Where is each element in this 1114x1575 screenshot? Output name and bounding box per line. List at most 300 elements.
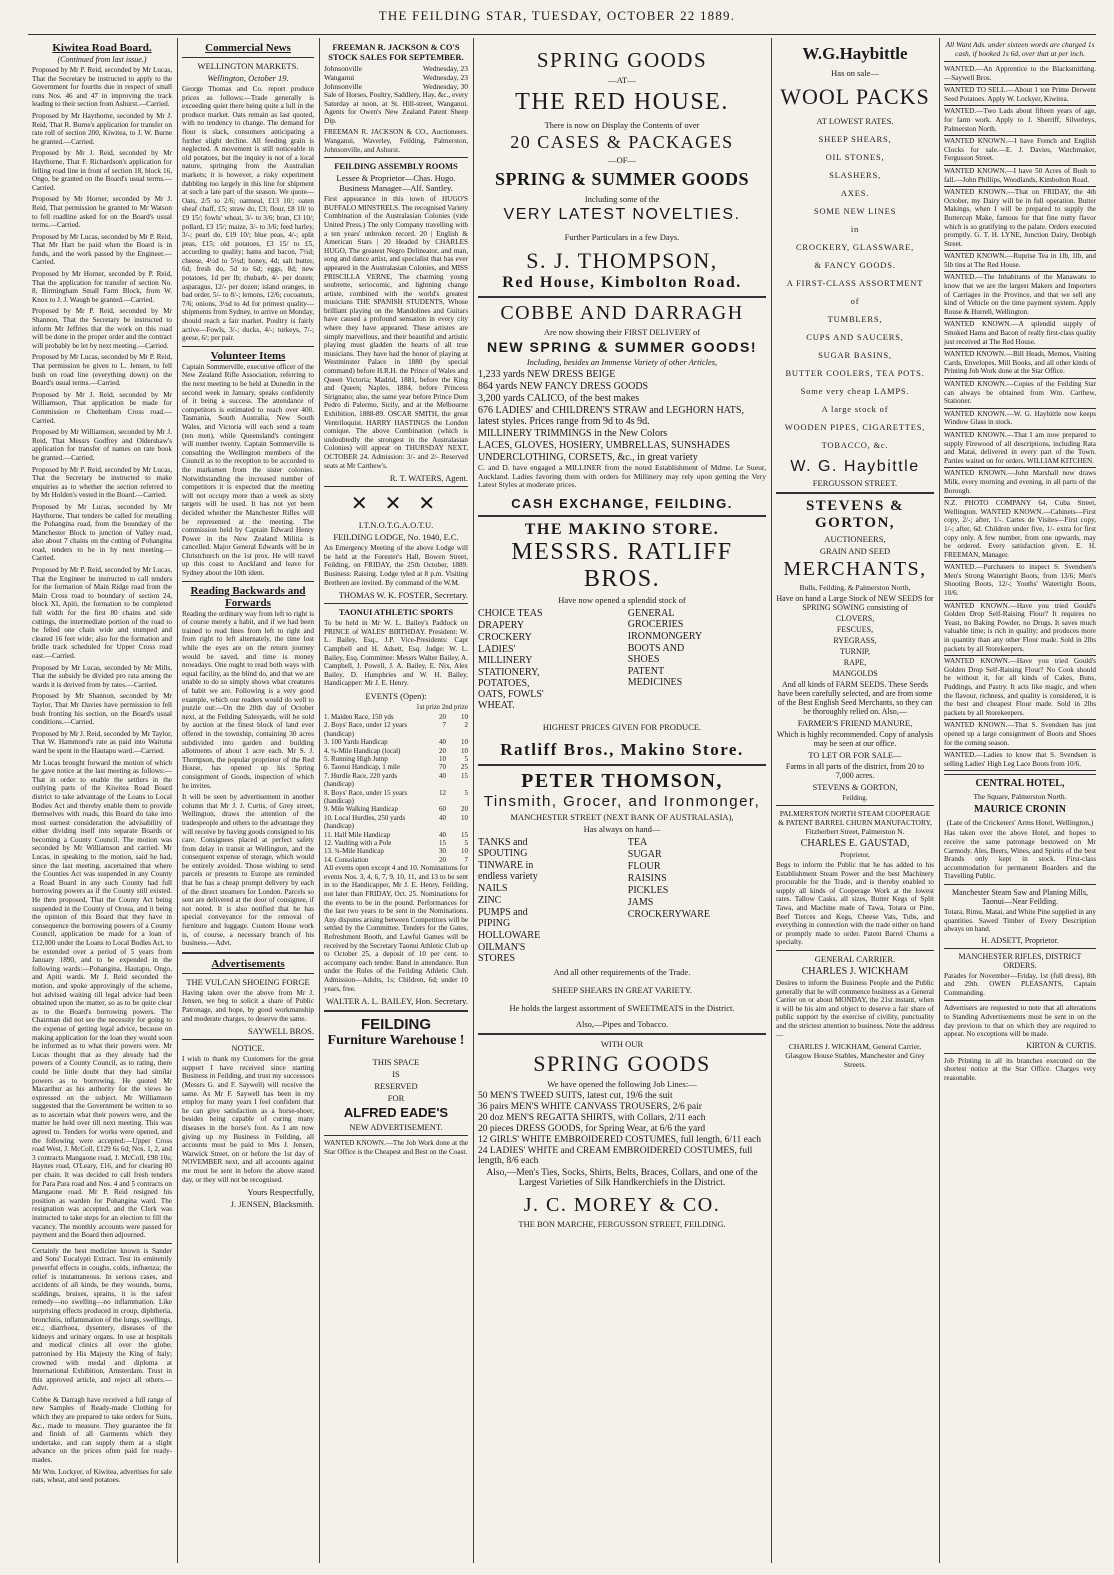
article-paragraph: Proposed by Mr P. Reid, seconded by Mr Lucas, That the Secretary be instructed to apply to the Government for fourths due in respect of small runs Nos. 46 and 47 in improving the track leading to their section from Ashurst.—Carried. xyxy=(32,66,172,109)
advert-text: All events open except 4 and 10. Nominations for events Nos. 3, 4, 6, 7, 9, 10, 11, and 13 to be sent in to the Handicapper, Mr J. E. Henry, Feilding, not later than FRIDAY, Oct. 25. Nominations for the events to be in the pound. Performances for the last two years to be sent in the Nominations. Any disputes arising between Competitors will be settled by the Committee. Tenders for the Gates, Refreshment Booth, and Lawful Games will be received by the Secretary Taonui Athletic Club up to October 25, a deposit of 10 per cent. to accompany each tender. Band in attendance. Run under the Rules of the Feilding Athletic Club. Admission—Adults, 1s; Children, 6d; under 10 years, free. xyxy=(324,864,468,993)
want-ad: WANTED KNOWN.—Ruprise Tea in 1lb, 1lb, and 5lb tins at The Red House. xyxy=(944,252,1096,269)
want-ad: WANTED KNOWN.—Copies of the Feilding Star can always be obtained from Wm. Carthew, Stationer. xyxy=(944,380,1096,406)
list-item: GENERAL GROCERIES xyxy=(627,607,684,630)
event-first-prize: 20 xyxy=(439,712,446,721)
advert-text: —OF— xyxy=(608,155,636,165)
want-ad: WANTED KNOWN.—W. G. Haybittle now keeps Window Glass in stock. xyxy=(944,409,1096,427)
column-6 xyxy=(940,38,1100,1563)
event-second-prize: 10 xyxy=(461,746,468,755)
sales-place: Johnsonville xyxy=(324,82,362,91)
event-second-prize: 10 xyxy=(461,813,468,822)
article-paragraph: Proposed by Mr Williamson, seconded by Mr J. Reid, That Messrs Godfrey and Oldershaw's application for transfer of names on rate book be granted.—Carried. xyxy=(32,428,172,462)
event-second-prize: 5 xyxy=(464,788,468,797)
divider xyxy=(944,774,1096,775)
list-item: RAISINS xyxy=(627,872,667,884)
divider xyxy=(944,408,1096,409)
list-item: TINWARE in endless variety xyxy=(478,859,538,882)
event-first-prize: 40 xyxy=(439,771,446,780)
masonic-symbols-icon: ✕ ✕ ✕ xyxy=(350,493,442,516)
divider xyxy=(944,348,1096,349)
advert-text: (Late of the Cricketers' Arms Hotel, Wellington,) xyxy=(946,818,1094,828)
list-item: AXES. xyxy=(840,188,870,198)
event-name: 4. ¼-Mile Handicap (local) xyxy=(324,746,401,755)
list-item: IRONMONGERY xyxy=(627,630,703,642)
list-item: 24 LADIES' WHITE and CREAM EMBROIDERED COSTUMES, full length, 8/6 each xyxy=(478,1145,753,1166)
advert-subheading: Lessee & Proprietor—Chas. Hugo. Business Manager—Alf. Santley. xyxy=(336,173,456,194)
advert-heading: ALFRED EADE'S xyxy=(343,1105,449,1121)
want-ad: N.Z. PHOTO COMPANY 64, Cuba Street, Wellington. WANTED KNOWN.—Cabinets—First copy, 2/-; after, 1/-. Cartes de Visites—First copy, 1/-; after, 6d. Children under five, 1/- extra for first copy only. A few number, from one upwards, may be ordered. Every satisfaction given. E. H. FREEMAN, Manager. xyxy=(944,499,1096,559)
event-second-prize: 25 xyxy=(461,763,468,772)
advert-text: Has on sale— xyxy=(831,68,879,78)
advert-signature: STEVENS & GORTON, xyxy=(812,782,898,792)
masthead-title: THE FEILDING STAR, TUESDAY, OCTOBER 22 1889. xyxy=(378,8,736,23)
article-subtitle: (Continued from last issue.) xyxy=(57,55,147,64)
item-list xyxy=(776,134,934,450)
advert-heading: Manchester Steam Saw and Planing Mills, Taonui—Near Feilding. xyxy=(952,887,1088,906)
advert-heading: NEW SPRING & SUMMER GOODS! xyxy=(486,339,757,355)
advert-heading: CHARLES E. GAUSTAD, xyxy=(800,838,910,849)
divider xyxy=(182,346,314,347)
list-item: OILMAN'S STORES xyxy=(478,941,526,964)
event-row xyxy=(324,839,468,847)
events-columns: 1st prize 2nd prize xyxy=(416,702,468,711)
divider xyxy=(182,952,314,954)
event-row xyxy=(324,738,468,746)
section-title: Commercial News xyxy=(205,42,291,54)
divider xyxy=(944,378,1096,379)
advert-heading: THE VULCAN SHOEING FORGE xyxy=(186,976,310,987)
event-first-prize: 7 xyxy=(442,721,446,730)
section-title: Reading Backwards and Forwards xyxy=(190,584,306,609)
sales-row xyxy=(324,73,468,82)
column-4 xyxy=(474,38,770,1563)
advert-text: THIS SPACE xyxy=(372,1057,420,1068)
list-item: BOOTS AND SHOES xyxy=(627,642,685,665)
dateline: Wellington, October 19. xyxy=(207,73,289,83)
sales-day: Wednesday, 30 xyxy=(422,82,468,91)
event-first-prize: 20 xyxy=(439,746,446,755)
advert-text: Bulls, Feilding, & Palmerston North, xyxy=(799,583,911,592)
advert-heading: TAONUI ATHLETIC SPORTS xyxy=(338,607,454,618)
advert-text: FERGUSSON STREET. xyxy=(812,478,898,488)
subheading: WELLINGTON MARKETS. xyxy=(197,61,299,71)
list-item: TANKS and SPOUTING xyxy=(478,836,528,859)
advert-signature: CHARLES J. WICKHAM, General Carrier, Glasgow House Stables, Manchester and Grey Streets. xyxy=(785,1042,925,1070)
events-heading: EVENTS (Open): xyxy=(365,690,427,701)
want-ad: WANTED KNOWN.—Have you tried Gould's Golden Drop Self-Raising Flour? No Cook should be without it, for all kinds of Cakes, Buns, Puddings, and Pastry. It acts like magic, and when the flavour, richness, and quality is considered, it is the best and cheapest Flour made. Sold in 2lbs packets by all Storekeepers. xyxy=(944,657,1096,717)
divider xyxy=(944,165,1096,166)
divider xyxy=(944,467,1096,468)
list-item: & FANCY GOODS. xyxy=(814,260,896,270)
list-right xyxy=(628,607,766,712)
event-row xyxy=(324,847,468,855)
article-text: It will be seen by advertisement in another column that Mr J. J. Curtis, of Grey street, Wellington, draws the attention of the tradespeople and others to the advantage they will receive by having goods consigned to his care. Consignees placed at perfect safety from delay in transit at Wellington, and the consequent expense of storage, which would be entirely avoided. Those wishing to send parcels or presents to Europe are reminded that he has a cheap prompt delivery by each of the direct steamers for London. Parcels so sent are delivered at the door of consignee, if not noted. It is also notified that he has special conveyance for the removal of furniture and luggage. Custom House work is, of course, a necessary branch of his business.—Advt. xyxy=(182,793,314,948)
sales-list xyxy=(324,64,468,91)
list-item: RYEGRASS, xyxy=(833,636,877,645)
advert-text: MANCHESTER STREET (NEXT BANK OF AUSTRALASIA), xyxy=(510,811,734,822)
list-item: FESCUES, xyxy=(836,625,874,634)
advert-text: Certainly the best medicine known is Sander and Sons' Eucalypti Extract. Test its eminently powerful effects in coughs, colds, influenza; the relief is instantaneous. In serious cases, and accidents of all kinds, be they wounds, burns, scaldings, bruises, sprains, it is the safest remedy—no swelling—no inflammation. Like surprising effects produced in croup, diphtheria, bronchitis, inflammation of the lungs, swellings, etc.; diarrhoea, dysentery, diseases of the kidneys and urinary organs. In use at hospitals and medical clinics all over the globe; patronised by His Majesty the King of Italy; crowned with medal and diploma at International Exhibition, Amsterdam. Trust in this approved article, and reject all others.—Advt. xyxy=(32,1246,172,1393)
advert-signature: Yours Respectfully, xyxy=(247,1187,314,1198)
event-first-prize: 20 xyxy=(439,855,446,864)
advert-text: We have opened the following Job Lines:— xyxy=(547,1078,697,1089)
list-item: SHEEP SHEARS, xyxy=(818,134,892,144)
advert-heading: WOOL PACKS xyxy=(780,84,930,109)
divider xyxy=(944,135,1096,136)
list-item: CROCKERY, GLASSWARE, xyxy=(795,242,915,252)
advert-text: Begs to inform the Public that he has added to his Establishment Steam Power and the best Machinery procurable for the Trade, and is thereby enabled to supply all kinds of Cooperage Work at the lowest rates. Tallow Casks, all sizes, Butter Kegs of Split Tawa, and Machine made of Tawa, Totara or Pine, Beef Tierces and Kegs, Cheese Vats, Tubs, and everything in connection with the trade either on hand or promptly made to order. Patent Barrel Churns a specialty. xyxy=(776,861,934,947)
event-first-prize: 40 xyxy=(439,738,446,747)
advert-text: Having taken over the above from Mr J. Jensen, we beg to solicit a share of Public Patronage, and hope, by good workmanship and moderate charges, to deserve the same. xyxy=(182,988,314,1023)
list-item: RAPE, xyxy=(843,658,867,667)
divider xyxy=(182,57,314,58)
event-row xyxy=(324,831,468,839)
article-paragraph: Proposed by Mr J. Reid, seconded by Mr Taylor, That W. Hammond's rate as paid into Waituna ward be spent in the Hautapu ward.—Carried. xyxy=(32,729,172,755)
advert-text: There is now on Display the Contents of over xyxy=(544,120,700,130)
list-item: TEA xyxy=(627,836,648,848)
advert-text: Are now showing their FIRST DELIVERY of xyxy=(543,327,701,337)
event-name: 7. Hurdle Race, 220 yards (handicap) xyxy=(324,771,398,789)
divider xyxy=(944,250,1096,251)
divider xyxy=(944,948,1096,949)
advert-text: To be held in Mr W. L. Bailey's Paddock on PRINCE of WALES' BIRTHDAY. President: W. L. Bailey, Esq., J.P. Vice-Presidents: Capt Campbell and H. Adsett, Esq. Judge: W. L. Bailey, Esq. Committee: Messrs Walter Bailey, A. Campbell, J. Powell, J. A. Bailey, E. Nix, Alex Bailey, D. Humphries and W. H. Bailey. Handicapper: Mr J. E. Henry. xyxy=(324,619,468,688)
list-item: FLOUR xyxy=(627,860,661,872)
list-item: CROCKERYWARE xyxy=(627,908,710,920)
events-table xyxy=(324,713,468,864)
list-item: 36 pairs MEN'S WHITE CANVASS TROUSERS, 2/6 pair xyxy=(478,1101,702,1112)
advert-text: I wish to thank my Customers for the great support I have received since starting Business in Feilding, and trust my successors (Messrs G. and F. Saywell) will receive the same. As Mr F. Saywell has been in my employ for many years I feel confident that he can give satisfaction as a horse-shoer, besides being capable of curing many diseases in the horse's foot. As I am now giving up my Business in Feilding, all accounts must be paid to Mrs J. Jensen, Warwick Street, on or before the 1st day of NOVEMBER next, and all accounts against me must be sent in before the above stated day, or they will not be recognised. xyxy=(182,1055,314,1184)
list-item: 50 MEN'S TWEED SUITS, latest cut, 19/6 the suit xyxy=(478,1090,673,1101)
list-item: Some very cheap LAMPS. xyxy=(800,386,910,396)
list-item: JAMS xyxy=(627,896,654,908)
divider xyxy=(944,1053,1096,1054)
list-item: MANGOLDS xyxy=(832,669,878,678)
advert-heading: MERCHANTS, xyxy=(783,558,927,580)
event-second-prize: 10 xyxy=(461,712,468,721)
advert-heading: MESSRS. RATLIFF BROS. xyxy=(511,538,733,592)
advert-heading: SPRING GOODS xyxy=(533,1050,711,1076)
divider xyxy=(944,318,1096,319)
advert-text: Including, besides an Immense Variety of other Articles, xyxy=(526,357,718,367)
list-item: NAILS xyxy=(478,882,508,894)
divider xyxy=(324,486,468,487)
advert-heading: Tinsmith, Grocer, and Ironmonger, xyxy=(483,792,761,810)
advert-text: Cobbe & Darragh have received a full range of new Samples of Ready-made Clothing for which they are prepared to take orders for Suits, &c., made to measure. They guarantee the fit and finish of all Garments which they undertake, and can supply them at a slight advance on the prices often paid for ready-mades. xyxy=(32,1395,172,1465)
event-row xyxy=(324,755,468,763)
advert-heading: 20 CASES & PACKAGES xyxy=(510,132,734,152)
advert-heading: FEILDING xyxy=(361,1016,431,1034)
want-ads-rates: All Want Ads. under sixteen words are charged 1s cash, if booked 1s 6d, over that at per inch. xyxy=(945,40,1095,58)
article-body xyxy=(32,66,172,756)
article-paragraph: Proposed by Mr Lucas, seconded by Mr P. Reid, That Mr Hart be paid when the Board is in funds, and the work passed by the Engineer.—Carried. xyxy=(32,232,172,267)
article-paragraph: Proposed by Mr Haythorne, seconded by Mr J. Reid, That R. Burne's application for transfer on rate roll of section 200, Kiwitea, to J. W. Burne be granted.—Carried. xyxy=(32,111,172,146)
want-ad: WANTED.—Two Lads about fifteen years of age, for farm work. Apply to J. Sherriff, Silverleys, Palmerston North. xyxy=(944,107,1096,133)
event-name: 9. Mile Walking Handicap xyxy=(324,805,398,814)
event-name: 14. Consolation xyxy=(324,855,369,864)
event-first-prize: 30 xyxy=(439,847,446,856)
list-item: 3,200 yards CALICO, of the best makes xyxy=(478,393,640,404)
divider xyxy=(944,1000,1096,1001)
advert-signature: R. T. WATERS, Agent. xyxy=(389,473,468,484)
advert-text: Also,—Pipes and Tobacco. xyxy=(575,1018,669,1029)
advert-text: First appearance in this town of HUGO'S BUFFALO MINSTRELS. The recognised Variety Combination of the Australasian Colonies (vide United Press.) The only Company travelling with a ten years' unbroken record. 20 | English & American Stars | 20 Headed by CHARLES HUGO, The greatest Negro Delineator, and man, song and dance artist, and specialist that has ever appeared in the Australasian Colonies, and MISS PRISCILLA VERNE, The charming young soubrette, seriocomic, and lightning change artiste, combined with the world's greatest musicians THE SPANISH STUDENTS, Whose brilliant playing on the Mandolines and Guitars have caused a profound sensation in every city where they have appeared. These artistes are simply marvellous, and their beautiful and artistic playing must gladden the hearts of all true musicians. They have had the honor of playing at Westminster Palace in 1880 (by special command) before H.R.H. the Prince of Wales and Queen Victoria; Madrid, 1881, before the King and Queen; Naples, 1884, before Princess Sirignano; also, the same year before Prince Dom Pedro di Palermo, Sicily, and at the Melbourne Exhibition, 1888-89. OSCAR SMITH, the great Ventriloquist. HARRY HASTINGS the London comique. The above Combination (which is undoubtedly the strongest in the Australasian Colonies) will appear on THURSDAY NEXT, OCTOBER 24. Admission: 3/- and 2/- Reserved seats at Mr Carthew's. xyxy=(324,195,468,470)
event-row xyxy=(324,713,468,721)
article-paragraph: Proposed by Mr P. Reid, seconded by Mr Lucas, That the Engineer be instructed to call tenders for the formation of Main Ridge road from the Main Cross road to boundary of section 24, block XI, Apiti, the formation to be completed full width for the first 80 chains and side cuttings, the intermediate portion of the road to be felled one chain wide and stumped and cleared 16 feet wide; also for the formation and bridle track scheduled for Upper Cross road east.—Carried. xyxy=(32,566,172,660)
list-item: MILLINERY TRIMMINGS in the New Colors xyxy=(478,428,668,439)
advert-heading: MAURICE CRONIN xyxy=(974,804,1066,816)
sales-day: Wednesday, 23 xyxy=(422,64,468,73)
advert-heading: Furniture Warehouse ! xyxy=(327,1033,465,1049)
list-item: CROCKERY xyxy=(478,631,532,643)
divider xyxy=(944,600,1096,601)
event-row xyxy=(324,747,468,755)
advert-text: C. and D. have engaged a MILLINER from the noted Establishment of Mdme. Le Sueur, Auckland. Ladies favoring them with orders for Millinery may rely upon getting the Very Latest Styles at moderate prices. xyxy=(478,463,766,490)
divider xyxy=(182,581,314,582)
advert-text: Proprietor, xyxy=(840,851,870,859)
list-item: SLASHERS, xyxy=(829,170,881,180)
want-ad: WANTED KNOWN.—I have 50 Acres of Bush to fall.—John Phillips, Woodlands, Kimbolton Road. xyxy=(944,166,1096,184)
event-first-prize: 12 xyxy=(439,788,446,797)
list-item: CLOVERS, xyxy=(835,614,875,623)
event-row xyxy=(324,805,468,813)
advert-heading: PETER THOMSON, xyxy=(521,769,723,792)
list-item: of xyxy=(850,296,860,306)
divider xyxy=(944,655,1096,656)
advert-text: Totara, Rimu, Matai, and White Pine supplied in any quantities. Sawed Timber of Every Description always on hand. xyxy=(944,907,1096,934)
advert-text: Mr Wm. Lockyer, of Kiwitea, advertises for sale oats, wheat, and seed potatoes. xyxy=(32,1467,172,1485)
event-first-prize: 40 xyxy=(439,813,446,822)
divider xyxy=(776,805,934,806)
divider xyxy=(776,492,934,494)
sales-row xyxy=(324,64,468,73)
column-3 xyxy=(320,38,472,1563)
sales-place: Wanganui xyxy=(324,73,355,82)
advert-text: Sale of Horses, Poultry, Saddlery, Hay, &c., every Saturday at noon, at St. Hill-street, Wanganui. Agents for Owen's New Zealand Patent Sheep Dip. xyxy=(324,91,468,125)
advert-text: Further Particulars in a few Days. xyxy=(564,232,680,242)
list-item: 864 yards NEW FANCY DRESS GOODS xyxy=(478,381,649,392)
list-item: CHOICE TEAS xyxy=(478,607,543,619)
advert-heading: Ratliff Bros., Makino Store. xyxy=(500,739,744,759)
advert-heading: SPRING GOODS xyxy=(536,48,708,72)
article-text: Reading the ordinary way from left to right is of course merely a habit, and if we had been trained to read lines from left to right and from right to left alternately, the time lost while the eyes are on the return journey would be saved, and time is money nowadays. One ought to read both ways with equal facility, as the blind do, and that we are unable to do so simply shows what creatures of habit we are. Following is a very good example, which our readers would do well to puzzle out:—On the 20th day of October next, at the Feilding Salesyards, will be sold by auction at the finest block of land ever offered in the township, containing 30 acres subdivided into garden and building allotments of about 1 acre each. Mr S. J. Thompson, the popular proprietor of the Red House, has opened up his Spring consignment of Goods, inspection of which he invites. xyxy=(182,609,314,790)
advert-heading: GENERAL CARRIER. xyxy=(814,953,896,964)
list-item: SOME NEW LINES xyxy=(813,206,897,216)
list-item: in xyxy=(850,224,860,234)
article-paragraph: Proposed by Mr P. Reid, seconded by Mr Lucas, That the Secretary be instructed to make enquiries as to whether the section referred to by Mr Holden's vested in the Board.—Carried. xyxy=(32,465,172,500)
divider xyxy=(944,271,1096,272)
event-name: 11. Half Mile Handicap xyxy=(324,830,391,839)
event-name: 6. Taonui Handicap, 1 mile xyxy=(324,763,400,772)
event-name: 5. Running High Jump xyxy=(324,754,388,763)
top-rule xyxy=(28,34,1096,35)
advert-text: IS xyxy=(392,1069,400,1080)
article-title: Kiwitea Road Board. xyxy=(52,42,152,54)
event-name: 3. 100 Yards Handicap xyxy=(324,738,388,747)
divider xyxy=(944,186,1096,187)
want-ad: WANTED KNOWN.—A splendid supply of Smoked Hams and Bacon of really first-class quality just received at The Red House. xyxy=(944,320,1096,346)
advert-text: WITH OUR xyxy=(600,1038,644,1049)
advert-text: And all kinds of FARM SEEDS. These Seeds have been carefully selected, and are from some of the Best English Seed Merchants, so they can be thoroughly relied on. Also,— xyxy=(777,680,933,716)
divider xyxy=(776,950,934,951)
divider xyxy=(944,770,1096,771)
event-first-prize: 70 xyxy=(439,763,446,772)
advert-heading: FEILDING ASSEMBLY ROOMS xyxy=(334,161,458,172)
event-second-prize: 5 xyxy=(464,754,468,763)
event-name: 8. Boys' Race, under 15 years (handicap) xyxy=(324,788,408,805)
article-paragraph: Proposed by Mr Horner, seconded by Mr J. Reid, That permission be granted to Mr Watson to fell roadline asked for on the Board's usual terms.—Carried. xyxy=(32,195,172,230)
advert-text: SHEEP SHEARS IN GREAT VARIETY. xyxy=(551,984,693,995)
advert-text: Which is highly recommended. Copy of analysis may be seen at our office. xyxy=(776,730,934,748)
advert-text: Including some of the xyxy=(584,194,660,204)
list-item: BUTTER COOLERS, TEA POTS. xyxy=(785,368,925,378)
advert-text: Parades for November—Friday, 1st (full dress), 8th and 29th. OWEN PLEASANTS, Captain Commanding. xyxy=(944,971,1096,997)
divider xyxy=(944,429,1096,430)
advert-heading: CASH EXCHANGE, FEILDING. xyxy=(511,495,733,511)
advert-text: Have on hand a Large Stock of NEW SEEDS for SPRING SOWING consisting of xyxy=(776,594,934,612)
list-left xyxy=(478,607,616,712)
advert-signature: SAYWELL BROS. xyxy=(248,1026,314,1037)
advert-heading: MANCHESTER RIFLES, DISTRICT ORDERS. xyxy=(958,951,1082,970)
advert-heading: S. J. THOMPSON, xyxy=(526,248,718,273)
event-first-prize: 60 xyxy=(439,805,446,814)
divider xyxy=(182,1039,314,1040)
advert-subheading: FEILDING LODGE, No. 1940, E.C. xyxy=(333,532,459,543)
article-text: Captain Sommerville, executive officer of the New Zealand Rifle Association, referring to the next meeting to be held at Dunedin in the second week in January, speaks confidently of it being a success. The attendance of competitors is estimated to reach over 400. Tasmania, South Australia, New South Wales, and Victoria will each send a team (ten men), while Queensland's contingent will number twenty. Captain Sommerville is consulting the Wellington members of the Council as to the reception to be accorded to the marksmen from the sister colonies. Notwithstanding the increased number of competitors it is expected that the meeting will not occupy more than a week as sixty targets will be used. It has not yet been decided whether the Manchester Rifles will be represented at the meeting. The commission held by Captain Edward Henry Power in the New Zealand Militia is cancelled. Major General Edwards will be in Christchurch on the 1st prox. He will travel up this coast to Auckland and leave for Sydney about the 10th idem. xyxy=(182,362,314,578)
list-item: UNDERCLOTHING, CORSETS, &c., in great variety xyxy=(478,452,698,463)
event-row xyxy=(324,763,468,771)
divider xyxy=(324,1135,468,1136)
list-item: HOLLOWARE xyxy=(478,929,541,941)
event-first-prize: 40 xyxy=(439,830,446,839)
sales-day: Wednesday, 23 xyxy=(422,73,468,82)
advert-heading: CHARLES J. WICKHAM xyxy=(801,965,909,977)
want-ad: WANTED TO SELL.—About 1 ton Prime Derwent Seed Potatoes. Apply W. Lockyer, Kiwitea. xyxy=(944,86,1096,103)
advert-text: AT LOWEST RATES. xyxy=(816,116,894,126)
advert-text: And all other requirements of the Trade. xyxy=(553,966,691,977)
divider xyxy=(944,497,1096,498)
list-item: STATIONERY, POTATOES, OATS, FOWLS' WHEAT. xyxy=(478,666,544,711)
divider xyxy=(324,157,468,158)
advert-text: NEW ADVERTISEMENT. xyxy=(349,1122,443,1133)
list-item: OIL STONES, xyxy=(825,152,885,162)
advert-heading: I.T.N.O.T.G.A.O.T.U. xyxy=(358,520,434,531)
want-ad: WANTED.—The Inhabitants of the Manawatu to know that we are the largest Makers and Importers of Carriages in the Province, and that we sell any kind of Vehicle on the time payment system. Apply Rouse & Hurrell, Wellington. xyxy=(944,273,1096,316)
advert-heading: PALMERSTON NORTH STEAM COOPERAGE & PATENT BARREL CHURN MANUFACTORY, Fitzherbert Street, Palmerston N. xyxy=(778,809,932,836)
event-first-prize: 15 xyxy=(439,838,446,847)
advert-text: HIGHEST PRICES GIVEN FOR PRODUCE. xyxy=(542,721,702,732)
advert-heading: STEVENS & GORTON, xyxy=(805,498,905,531)
list-item: SUGAR xyxy=(627,848,662,860)
advert-heading: W. G. Haybittle xyxy=(790,458,920,475)
list-item: LACES, GLOVES, HOSIERY, UMBRELLAS, SUNSHADES xyxy=(478,440,731,451)
divider xyxy=(944,84,1096,85)
list-item: PICKLES xyxy=(627,884,669,896)
list-item: A large stock of xyxy=(821,404,889,414)
advert-text: Job Printing in all its branches executed on the shortest notice at the Star Office. Charges very reasonable. xyxy=(944,1056,1096,1083)
want-ad: WANTED.—Purchasers to inspect S. Svendsen's Men's Strong Watertight Boots, from 13/6; Men's Shooting Boots, 12/-; Youths' Watertight Boots, 10/6. xyxy=(944,563,1096,598)
event-first-prize: 10 xyxy=(439,754,446,763)
advert-heading: VERY LATEST NOVELTIES. xyxy=(503,206,741,223)
list-item: SUGAR BASINS, xyxy=(818,350,892,360)
two-column-list xyxy=(478,607,766,712)
divider xyxy=(944,61,1096,62)
advert-text: THE BON MARCHE, FERGUSSON STREET, FEILDING. xyxy=(518,1218,726,1229)
advert-text: —AT— xyxy=(608,75,636,85)
event-row xyxy=(324,789,468,806)
divider xyxy=(944,105,1096,106)
advert-text: TO LET OR FOR SALE— xyxy=(808,750,902,760)
list-item: A FIRST-CLASS ASSORTMENT xyxy=(786,278,924,288)
market-report: George Thomas and Co. report produce prices as follows:—Trade generally is exceeding quiet there being quite a lull in the produce market. Oats remain as last quoted, with no tendency to change. The demand for flour is slack, consumers anticipating a further slight decline. All feeding grain is neglected. A movement is still noticeable in old potatoes, but the inquiry is not of a local nature, springing from the Australian markets; it is however, a risky experiment dabbling too largely in this line for shipment at such a late part of the season. We quote—Oats, 2/5 to 2/6; oatmeal, £13 10/; oaten sheaf chaff, £5; straw do, £3; flour, £8 10/ to £9 15/; fowls' wheat, 3/- to 3/6; bran, £3 10/; pollard, £3 15/; maize, 3/- to 3/6; feed barley, 3/-; pearl do, £19 10/; blue peas, 4/-; split peas, £15; old potatoes, £3 15/ to £5, according to quality; hams and bacon, 7½d; cheese, 4½d to 5½d; honey, 4d; salt butter, 6d; fresh do, 5d to 6d; eggs, 8d; new potatoes, 1d per lb; rhubarb, 4/- per dozen; asparagus, 12/- per dozen; island oranges, in bad order, 5/- to 8/-; lemons, 12/6; cocoanuts, 7/6; onions, 3½d to 4d for primest quality—shipments from Sydney, to arrive on Monday, should reach a fair market. Poultry is fairly active—Fowls, 3/-; ducks, 4/-; turkeys, 7/-; geese, 6/; per pair. xyxy=(182,85,314,343)
advert-text: Desires to inform the Business People and the Public generally that he will commence business as a General Carrier on or about MONDAY, the 21st instant, when it will be his aim and object to deserve a fair share of public support by the exercise of civility, punctuality and the strictest attention to business. Note the address— xyxy=(776,978,934,1039)
advert-heading: THE RED HOUSE. xyxy=(515,89,729,115)
divider xyxy=(478,1033,766,1035)
list-item: 676 LADIES' and CHILDREN'S STRAW and LEGHORN HATS, latest styles. Prices range from 9d to 4s 9d. xyxy=(478,405,744,427)
divider xyxy=(324,603,468,604)
advert-text: Also,—Men's Ties, Socks, Shirts, Belts, Braces, Collars, and one of the Largest Varieties of Silk Handkerchiefs in the District. xyxy=(486,1167,758,1188)
event-second-prize: 5 xyxy=(464,838,468,847)
item-list xyxy=(478,369,766,463)
list-item: 1,233 yards NEW DRESS BEIGE xyxy=(478,369,616,380)
advert-heading: J. C. MOREY & CO. xyxy=(523,1193,721,1216)
advert-text: RESERVED xyxy=(374,1081,418,1092)
event-second-prize: 7 xyxy=(464,855,468,864)
item-list xyxy=(776,614,934,678)
advert-text: Have now opened a splendid stock of xyxy=(558,594,686,605)
event-second-prize: 20 xyxy=(461,805,468,814)
event-name: 12. Vaulting with a Pole xyxy=(324,838,392,847)
event-row xyxy=(324,814,468,831)
list-item: LADIES' MILLINERY xyxy=(478,643,533,666)
event-second-prize: 15 xyxy=(461,830,468,839)
article-paragraph: Proposed by Mr J. Reid, seconded by Mr Williamson, That application be made for Commission re Cheltenham Cross road.—Carried. xyxy=(32,390,172,425)
article-paragraph: Proposed by Mr Horner, seconded by P. Reid, That the application for transfer of section No. 8, Birmingham Small Farm Block, from W. Knox to J. J. Waugh be granted.—Carried. xyxy=(32,270,172,304)
sales-row xyxy=(324,82,468,91)
list-item: PUMPS and PIPING xyxy=(478,906,528,929)
event-name: 10. Local Hurdles, 250 yards (handicap) xyxy=(324,813,406,831)
advert-text: GRAIN AND SEED xyxy=(819,546,891,556)
want-ad: WANTED KNOWN.—John Marshall now draws Milk, every morning and evening, in all parts of the Borough. xyxy=(944,469,1096,495)
want-ad: WANTED KNOWN.—Bill Heads, Memos, Visiting Cards, Envelopes, Mill Books, and all other kinds of Printing Job Work done at the Star Office. xyxy=(944,350,1096,376)
event-second-prize: 2 xyxy=(464,721,468,730)
list-item: DRAPERY xyxy=(478,619,525,631)
advert-heading: W.G.Haybittle xyxy=(802,44,908,63)
advert-signature: THOMAS W. K. FOSTER, Secretary. xyxy=(338,590,468,601)
column-2 xyxy=(178,38,318,1563)
event-name: 13. ¾-Mile Handicap xyxy=(324,847,384,856)
want-ad: WANTED KNOWN.—That I am now prepared to supply Firewood of all descriptions, including Rata and Matai, delivered in every part of the Town. Parties waited on for orders. WILLIAM KITCHEN. xyxy=(944,430,1096,465)
want-ad: WANTED KNOWN.—That on FRIDAY, the 4th October, my Dairy will be in full operation. Butter Makings, when I will be prepared to supply the Buttercup Make, famous for that fine nutty flavor which is so gratifying to the palate. Orders executed promptly. G. T. H. LYNE, Junction Dairy, Denbigh Street. xyxy=(944,188,1096,248)
advert-heading: SPRING & SUMMER GOODS xyxy=(494,169,749,189)
event-name: 1. Maiden Race, 150 yds xyxy=(324,712,394,721)
advert-signature: WALTER A. L. BAILEY, Hon. Secretary. xyxy=(325,996,468,1007)
want-ad: WANTED.—Ladies to know that S. Svendsen is selling Ladies' High Leg Lace Boots from 10/6. xyxy=(944,751,1096,768)
divider xyxy=(478,296,766,298)
divider xyxy=(944,561,1096,562)
list-item: TOBACCO, &c. xyxy=(821,440,889,450)
list-item: PATENT MEDICINES xyxy=(627,665,683,688)
event-name: 2. Boys' Race, under 12 years (handicap) xyxy=(324,721,408,738)
advert-text: Has taken over the above Hotel, and hopes to receive the same patronage bestowed on Mr Carmody. Ales, Beers, Wines, and Spirits of the best Brands only kept in stock. First-class accommodation for permanent Boarders and the Travelling Public. xyxy=(944,829,1096,881)
divider xyxy=(944,884,1096,885)
article-paragraph: Proposed by Mr Lucas, seconded by Mr Haythorne, That tenders be called for metalling the Pohangina road, from the boundary of the Manchester Block to junction of Valley road, also about 7 chains on the cutting of Pohangina road, tenders to be in by next meeting.—Carried. xyxy=(32,502,172,563)
want-ad: WANTED KNOWN.—I have French and English Clocks for sale.—E. J. Davies, Watchmaker, Fergusson Street. xyxy=(944,137,1096,163)
advert-heading: THE MAKINO STORE. xyxy=(524,520,720,538)
list-item: TURNIP, xyxy=(839,647,870,656)
want-ads-list xyxy=(944,65,1096,771)
divider xyxy=(478,764,766,766)
event-row xyxy=(324,856,468,864)
